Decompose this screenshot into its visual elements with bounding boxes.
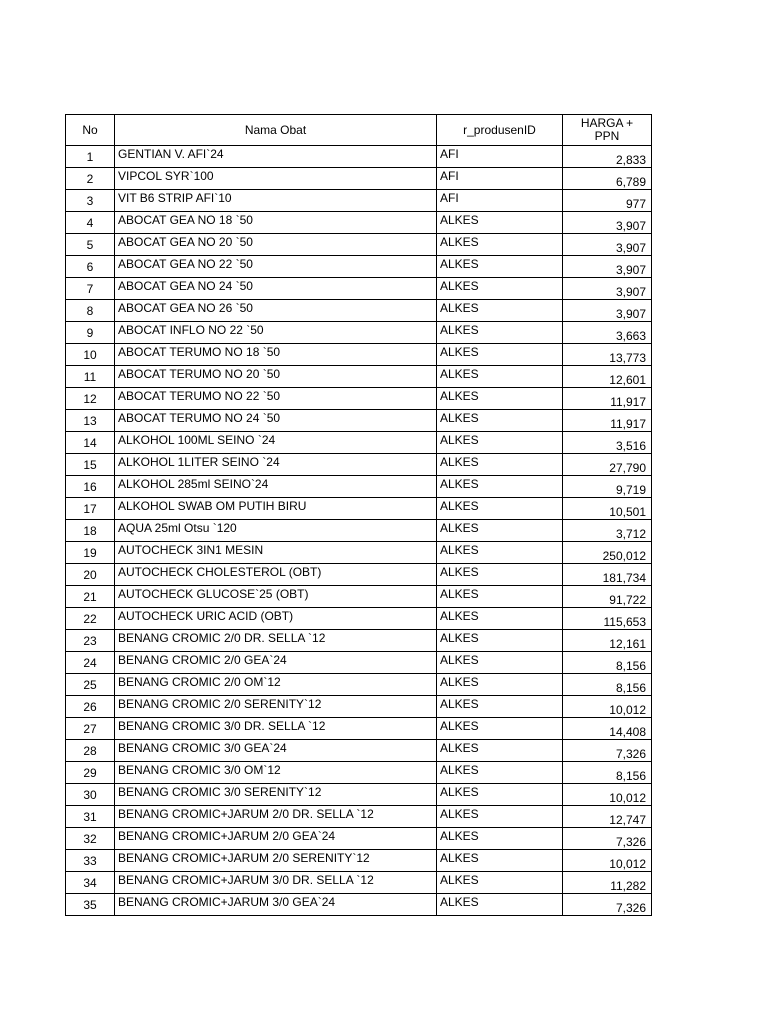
cell-produsen-id: AFI — [437, 146, 563, 168]
table-row — [66, 146, 652, 168]
cell-produsen-id: ALKES — [437, 520, 563, 542]
cell-harga-ppn: 13,773 — [563, 344, 652, 366]
table-row — [66, 652, 652, 674]
cell-produsen-id: ALKES — [437, 300, 563, 322]
cell-no: 9 — [66, 322, 115, 344]
cell-no: 19 — [66, 542, 115, 564]
table-row — [66, 696, 652, 718]
cell-nama-obat: ABOCAT TERUMO NO 22 `50 — [115, 388, 437, 410]
cell-nama-obat: AUTOCHECK 3IN1 MESIN — [115, 542, 437, 564]
cell-nama-obat: BENANG CROMIC 2/0 SERENITY`12 — [115, 696, 437, 718]
table-row — [66, 674, 652, 696]
cell-harga-ppn: 3,907 — [563, 234, 652, 256]
cell-harga-ppn: 115,653 — [563, 608, 652, 630]
cell-harga-ppn: 91,722 — [563, 586, 652, 608]
table-row — [66, 828, 652, 850]
cell-produsen-id: ALKES — [437, 850, 563, 872]
cell-nama-obat: GENTIAN V. AFI`24 — [115, 146, 437, 168]
cell-harga-ppn: 27,790 — [563, 454, 652, 476]
table-row — [66, 322, 652, 344]
cell-nama-obat: BENANG CROMIC 2/0 OM`12 — [115, 674, 437, 696]
cell-harga-ppn: 14,408 — [563, 718, 652, 740]
cell-nama-obat: ALKOHOL 1LITER SEINO `24 — [115, 454, 437, 476]
cell-no: 2 — [66, 168, 115, 190]
cell-no: 30 — [66, 784, 115, 806]
cell-produsen-id: ALKES — [437, 828, 563, 850]
cell-no: 34 — [66, 872, 115, 894]
cell-harga-ppn: 10,012 — [563, 696, 652, 718]
cell-produsen-id: ALKES — [437, 762, 563, 784]
table-row — [66, 454, 652, 476]
header-produsen-id: r_produsenID — [437, 115, 563, 146]
cell-produsen-id: ALKES — [437, 718, 563, 740]
cell-produsen-id: ALKES — [437, 872, 563, 894]
cell-nama-obat: ALKOHOL SWAB OM PUTIH BIRU — [115, 498, 437, 520]
cell-nama-obat: BENANG CROMIC+JARUM 2/0 DR. SELLA `12 — [115, 806, 437, 828]
cell-harga-ppn: 10,012 — [563, 850, 652, 872]
cell-nama-obat: ABOCAT INFLO NO 22 `50 — [115, 322, 437, 344]
cell-harga-ppn: 11,917 — [563, 410, 652, 432]
cell-harga-ppn: 3,907 — [563, 256, 652, 278]
table-row — [66, 410, 652, 432]
table-row — [66, 300, 652, 322]
cell-produsen-id: ALKES — [437, 806, 563, 828]
cell-nama-obat: BENANG CROMIC 3/0 GEA`24 — [115, 740, 437, 762]
cell-no: 29 — [66, 762, 115, 784]
cell-no: 33 — [66, 850, 115, 872]
table-row — [66, 212, 652, 234]
cell-nama-obat: BENANG CROMIC 2/0 GEA`24 — [115, 652, 437, 674]
cell-no: 5 — [66, 234, 115, 256]
table-row — [66, 850, 652, 872]
cell-no: 7 — [66, 278, 115, 300]
cell-nama-obat: ABOCAT TERUMO NO 24 `50 — [115, 410, 437, 432]
cell-harga-ppn: 3,516 — [563, 432, 652, 454]
cell-no: 28 — [66, 740, 115, 762]
cell-harga-ppn: 8,156 — [563, 762, 652, 784]
cell-harga-ppn: 11,282 — [563, 872, 652, 894]
cell-no: 14 — [66, 432, 115, 454]
cell-no: 24 — [66, 652, 115, 674]
cell-produsen-id: ALKES — [437, 608, 563, 630]
cell-produsen-id: AFI — [437, 190, 563, 212]
cell-produsen-id: ALKES — [437, 740, 563, 762]
cell-produsen-id: ALKES — [437, 410, 563, 432]
cell-harga-ppn: 10,012 — [563, 784, 652, 806]
cell-nama-obat: BENANG CROMIC 3/0 SERENITY`12 — [115, 784, 437, 806]
header-no: No — [66, 115, 115, 146]
cell-nama-obat: BENANG CROMIC 2/0 DR. SELLA `12 — [115, 630, 437, 652]
cell-nama-obat: ABOCAT GEA NO 20 `50 — [115, 234, 437, 256]
table-row — [66, 388, 652, 410]
cell-produsen-id: AFI — [437, 168, 563, 190]
cell-harga-ppn: 6,789 — [563, 168, 652, 190]
cell-harga-ppn: 12,601 — [563, 366, 652, 388]
cell-harga-ppn: 9,719 — [563, 476, 652, 498]
table-row — [66, 542, 652, 564]
cell-produsen-id: ALKES — [437, 630, 563, 652]
cell-no: 12 — [66, 388, 115, 410]
cell-nama-obat: AUTOCHECK CHOLESTEROL (OBT) — [115, 564, 437, 586]
header-harga-ppn — [563, 115, 652, 146]
cell-no: 3 — [66, 190, 115, 212]
cell-harga-ppn: 7,326 — [563, 894, 652, 916]
table-row — [66, 168, 652, 190]
cell-harga-ppn: 181,734 — [563, 564, 652, 586]
cell-harga-ppn: 12,747 — [563, 806, 652, 828]
table-row — [66, 872, 652, 894]
table-row — [66, 366, 652, 388]
table-row — [66, 190, 652, 212]
cell-nama-obat: AUTOCHECK URIC ACID (OBT) — [115, 608, 437, 630]
cell-no: 20 — [66, 564, 115, 586]
table-row — [66, 806, 652, 828]
cell-no: 6 — [66, 256, 115, 278]
cell-produsen-id: ALKES — [437, 674, 563, 696]
cell-nama-obat: ABOCAT GEA NO 18 `50 — [115, 212, 437, 234]
cell-nama-obat: ABOCAT TERUMO NO 18 `50 — [115, 344, 437, 366]
table-row — [66, 630, 652, 652]
cell-nama-obat: BENANG CROMIC+JARUM 2/0 SERENITY`12 — [115, 850, 437, 872]
cell-no: 35 — [66, 894, 115, 916]
table-row — [66, 586, 652, 608]
cell-nama-obat: BENANG CROMIC 3/0 OM`12 — [115, 762, 437, 784]
cell-no: 21 — [66, 586, 115, 608]
cell-produsen-id: ALKES — [437, 784, 563, 806]
cell-no: 11 — [66, 366, 115, 388]
table-row — [66, 278, 652, 300]
cell-harga-ppn: 10,501 — [563, 498, 652, 520]
cell-produsen-id: ALKES — [437, 388, 563, 410]
table-row — [66, 432, 652, 454]
cell-nama-obat: BENANG CROMIC+JARUM 3/0 GEA`24 — [115, 894, 437, 916]
header-nama-obat: Nama Obat — [115, 115, 437, 146]
cell-no: 17 — [66, 498, 115, 520]
cell-nama-obat: ALKOHOL 100ML SEINO `24 — [115, 432, 437, 454]
table-row — [66, 784, 652, 806]
cell-nama-obat: BENANG CROMIC 3/0 DR. SELLA `12 — [115, 718, 437, 740]
cell-produsen-id: ALKES — [437, 256, 563, 278]
cell-nama-obat: ABOCAT GEA NO 24 `50 — [115, 278, 437, 300]
cell-produsen-id: ALKES — [437, 366, 563, 388]
cell-harga-ppn: 8,156 — [563, 652, 652, 674]
cell-produsen-id: ALKES — [437, 696, 563, 718]
cell-no: 1 — [66, 146, 115, 168]
cell-no: 4 — [66, 212, 115, 234]
drug-price-table — [65, 114, 652, 916]
cell-harga-ppn: 3,712 — [563, 520, 652, 542]
cell-harga-ppn: 3,907 — [563, 212, 652, 234]
cell-no: 27 — [66, 718, 115, 740]
cell-produsen-id: ALKES — [437, 234, 563, 256]
cell-nama-obat: AQUA 25ml Otsu `120 — [115, 520, 437, 542]
table-row — [66, 520, 652, 542]
table-row — [66, 476, 652, 498]
cell-harga-ppn: 11,917 — [563, 388, 652, 410]
table-row — [66, 498, 652, 520]
cell-produsen-id: ALKES — [437, 476, 563, 498]
cell-no: 31 — [66, 806, 115, 828]
table-header-row — [66, 115, 652, 146]
cell-produsen-id: ALKES — [437, 432, 563, 454]
header-harga-line1: HARGA + — [580, 116, 634, 130]
cell-produsen-id: ALKES — [437, 212, 563, 234]
cell-harga-ppn: 12,161 — [563, 630, 652, 652]
cell-harga-ppn: 3,663 — [563, 322, 652, 344]
cell-produsen-id: ALKES — [437, 542, 563, 564]
cell-produsen-id: ALKES — [437, 278, 563, 300]
cell-no: 18 — [66, 520, 115, 542]
cell-harga-ppn: 7,326 — [563, 740, 652, 762]
cell-nama-obat: BENANG CROMIC+JARUM 3/0 DR. SELLA `12 — [115, 872, 437, 894]
cell-no: 15 — [66, 454, 115, 476]
cell-produsen-id: ALKES — [437, 564, 563, 586]
table-row — [66, 608, 652, 630]
cell-harga-ppn: 977 — [563, 190, 652, 212]
cell-nama-obat: ALKOHOL 285ml SEINO`24 — [115, 476, 437, 498]
table-row — [66, 344, 652, 366]
table-body — [66, 146, 652, 916]
cell-no: 10 — [66, 344, 115, 366]
cell-nama-obat: ABOCAT GEA NO 26 `50 — [115, 300, 437, 322]
cell-produsen-id: ALKES — [437, 498, 563, 520]
cell-no: 22 — [66, 608, 115, 630]
cell-produsen-id: ALKES — [437, 652, 563, 674]
cell-no: 13 — [66, 410, 115, 432]
cell-no: 25 — [66, 674, 115, 696]
cell-harga-ppn: 2,833 — [563, 146, 652, 168]
cell-nama-obat: ABOCAT GEA NO 22 `50 — [115, 256, 437, 278]
cell-no: 26 — [66, 696, 115, 718]
cell-harga-ppn: 250,012 — [563, 542, 652, 564]
cell-harga-ppn: 3,907 — [563, 300, 652, 322]
table-row — [66, 564, 652, 586]
table-row — [66, 762, 652, 784]
cell-nama-obat: VIPCOL SYR`100 — [115, 168, 437, 190]
cell-produsen-id: ALKES — [437, 586, 563, 608]
cell-no: 8 — [66, 300, 115, 322]
cell-nama-obat: ABOCAT TERUMO NO 20 `50 — [115, 366, 437, 388]
cell-produsen-id: ALKES — [437, 344, 563, 366]
cell-harga-ppn: 3,907 — [563, 278, 652, 300]
table-row — [66, 234, 652, 256]
table-row — [66, 894, 652, 916]
table-row — [66, 740, 652, 762]
cell-harga-ppn: 7,326 — [563, 828, 652, 850]
cell-harga-ppn: 8,156 — [563, 674, 652, 696]
table-row — [66, 718, 652, 740]
table-row — [66, 256, 652, 278]
cell-no: 16 — [66, 476, 115, 498]
cell-nama-obat: BENANG CROMIC+JARUM 2/0 GEA`24 — [115, 828, 437, 850]
cell-no: 32 — [66, 828, 115, 850]
cell-nama-obat: VIT B6 STRIP AFI`10 — [115, 190, 437, 212]
cell-produsen-id: ALKES — [437, 322, 563, 344]
cell-produsen-id: ALKES — [437, 894, 563, 916]
header-harga-line2: PPN — [594, 129, 620, 143]
cell-nama-obat: AUTOCHECK GLUCOSE`25 (OBT) — [115, 586, 437, 608]
cell-produsen-id: ALKES — [437, 454, 563, 476]
cell-no: 23 — [66, 630, 115, 652]
